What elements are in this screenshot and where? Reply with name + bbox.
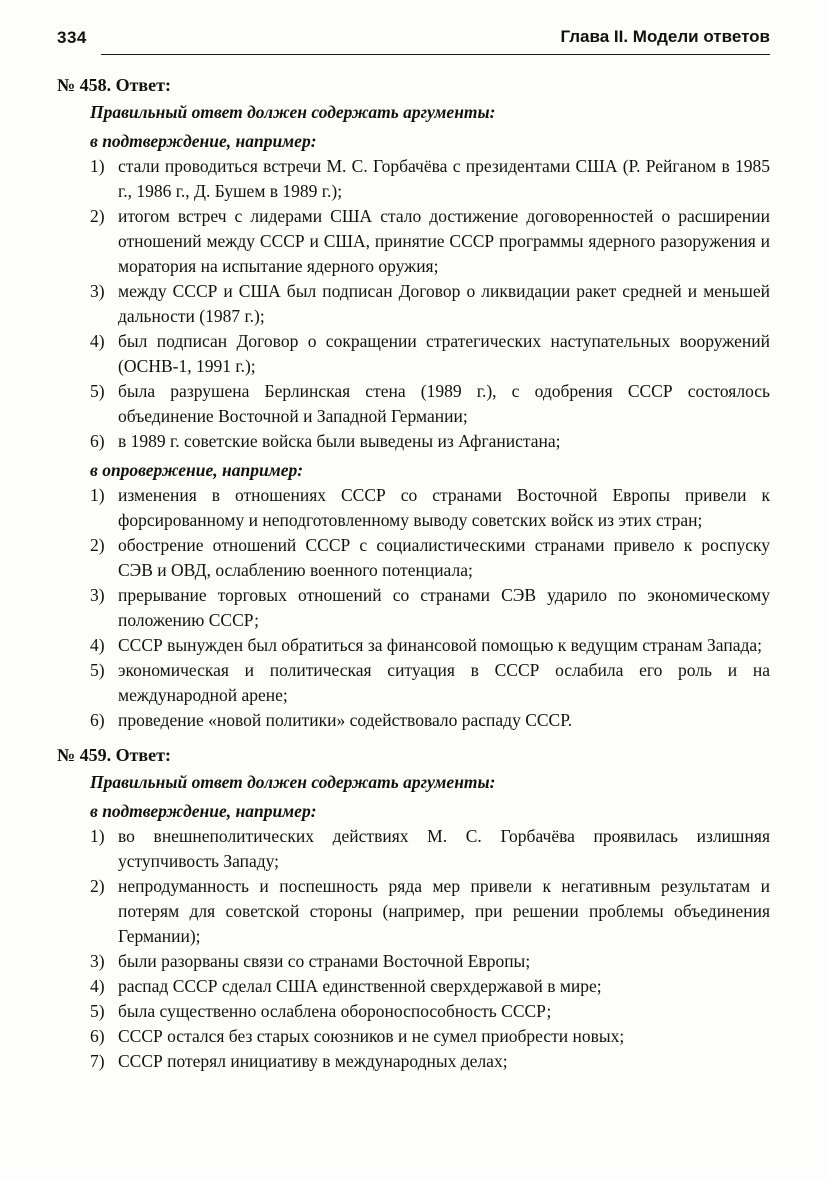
answer-item	[90, 999, 770, 1024]
item-number: 4)	[90, 976, 105, 996]
answer-item	[90, 824, 770, 874]
answer-item	[90, 483, 770, 533]
answer-intro: Правильный ответ должен содержать аргументы:	[90, 102, 496, 122]
item-text: в 1989 г. советские войска были выведены из Афганистана;	[118, 431, 561, 451]
answer-item	[90, 874, 770, 949]
item-number: 6)	[90, 1026, 105, 1046]
item-text: во внешнеполитических действиях М. С. Горбачёва проявилась излишняя уступчивость Западу;	[118, 826, 770, 871]
item-number: 2)	[90, 206, 105, 226]
item-text: прерывание торговых отношений со странами СЭВ ударило по экономическому положению СССР;	[118, 585, 770, 630]
item-text: был подписан Договор о сокращении стратегических наступательных вооружений (ОСНВ-1, 1991 г.);	[118, 331, 770, 376]
answer-subtitle: в подтверждение, например:	[90, 801, 317, 821]
answers-content	[57, 73, 770, 1074]
item-number: 4)	[90, 635, 105, 655]
answer-item	[90, 533, 770, 583]
item-text: была разрушена Берлинская стена (1989 г.), с одобрения СССР состоялось объединение Восточной и Западной Германии;	[118, 381, 770, 426]
item-text: была существенно ослаблена обороноспособность СССР;	[118, 1001, 552, 1021]
answer-section	[57, 73, 770, 733]
item-number: 5)	[90, 381, 105, 401]
answer-item	[90, 429, 770, 454]
answer-item	[90, 658, 770, 708]
answer-item	[90, 583, 770, 633]
answer-item	[90, 708, 770, 733]
answer-item	[90, 1024, 770, 1049]
item-text: были разорваны связи со странами Восточной Европы;	[118, 951, 531, 971]
item-number: 7)	[90, 1051, 105, 1071]
answer-item	[90, 949, 770, 974]
page-header	[57, 24, 770, 55]
page-number: 334	[57, 28, 87, 47]
item-number: 1)	[90, 156, 105, 176]
item-number: 3)	[90, 951, 105, 971]
item-number: 3)	[90, 281, 105, 301]
chapter-title: Глава II. Модели ответов	[560, 27, 770, 46]
item-number: 2)	[90, 876, 105, 896]
answer-heading: № 458. Ответ:	[57, 75, 171, 95]
item-number: 6)	[90, 431, 105, 451]
answer-subtitle: в опровержение, например:	[90, 460, 304, 480]
answer-item	[90, 633, 770, 658]
item-text: проведение «новой политики» содействовало распаду СССР.	[118, 710, 573, 730]
item-number: 5)	[90, 660, 105, 680]
answer-item	[90, 379, 770, 429]
answer-item	[90, 1049, 770, 1074]
item-text: непродуманность и поспешность ряда мер привели к негативным результатам и потерям для советской стороны (например, при решении проблемы объединения Германии);	[118, 876, 770, 946]
item-text: обострение отношений СССР с социалистическими странами привело к роспуску СЭВ и ОВД, ослаблению военного потенциала;	[118, 535, 770, 580]
answer-item	[90, 279, 770, 329]
item-number: 4)	[90, 331, 105, 351]
answer-item	[90, 329, 770, 379]
item-number: 6)	[90, 710, 105, 730]
answer-subtitle: в подтверждение, например:	[90, 131, 317, 151]
item-number: 1)	[90, 485, 105, 505]
item-number: 3)	[90, 585, 105, 605]
item-text: СССР вынужден был обратиться за финансовой помощью к ведущим странам Запада;	[118, 635, 762, 655]
item-text: изменения в отношениях СССР со странами Восточной Европы привели к форсированному и неподготовленному выводу советских войск из этих стран;	[118, 485, 770, 530]
header-rule	[101, 24, 770, 55]
item-text: СССР остался без старых союзников и не сумел приобрести новых;	[118, 1026, 625, 1046]
answer-heading: № 459. Ответ:	[57, 745, 171, 765]
answer-item	[90, 204, 770, 279]
item-text: итогом встреч с лидерами США стало достижение договоренностей о расширении отношений между СССР и США, принятие СССР программы ядерного разоружения и моратория на испытание ядерного оружия;	[118, 206, 770, 276]
item-text: экономическая и политическая ситуация в СССР ослабила его роль и на международной арене;	[118, 660, 770, 705]
item-text: СССР потерял инициативу в международных делах;	[118, 1051, 508, 1071]
item-number: 5)	[90, 1001, 105, 1021]
answer-item	[90, 974, 770, 999]
item-text: стали проводиться встречи М. С. Горбачёва с президентами США (Р. Рейганом в 1985 г., 1986 г., Д. Бушем в 1989 г.);	[118, 156, 770, 201]
answer-item	[90, 154, 770, 204]
item-text: между СССР и США был подписан Договор о ликвидации ракет средней и меньшей дальности (1987 г.);	[118, 281, 770, 326]
item-number: 2)	[90, 535, 105, 555]
item-text: распад СССР сделал США единственной сверхдержавой в мире;	[118, 976, 602, 996]
item-number: 1)	[90, 826, 105, 846]
answer-section	[57, 743, 770, 1074]
answer-intro: Правильный ответ должен содержать аргументы:	[90, 772, 496, 792]
